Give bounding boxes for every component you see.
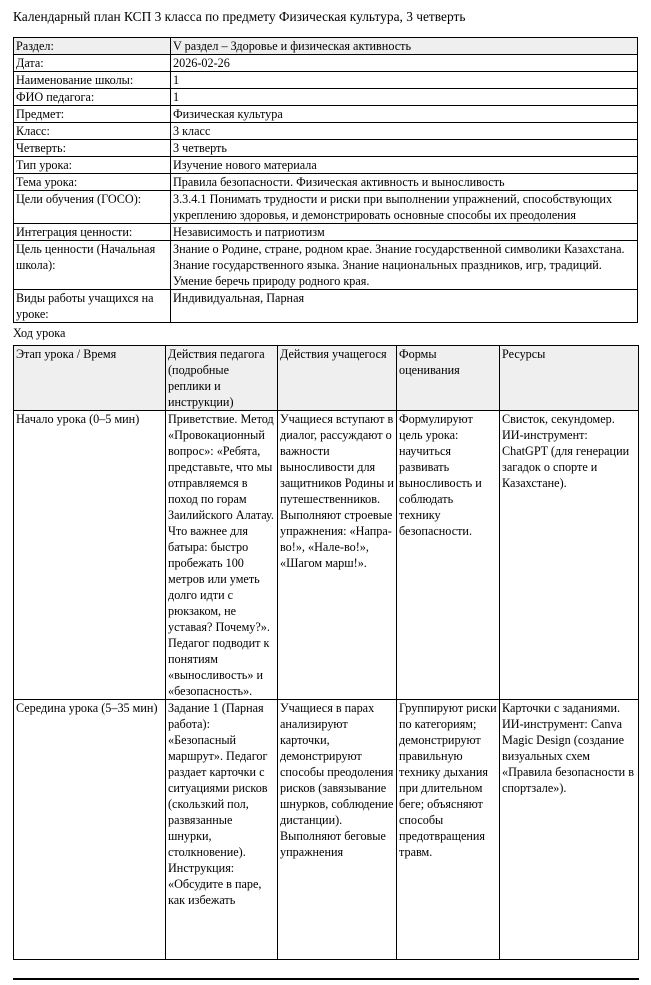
stage-cell: Начало урока (0–5 мин) [14, 411, 166, 700]
info-row [14, 72, 638, 89]
header-cell-assessment: Формы оценивания [397, 346, 500, 411]
header-cell-resources: Ресурсы [500, 346, 639, 411]
lesson-row [14, 700, 639, 960]
info-label: Тема урока: [14, 174, 171, 191]
info-row [14, 157, 638, 174]
info-row [14, 191, 638, 224]
lesson-row [14, 411, 639, 700]
header-cell-student-actions: Действия учащегося [278, 346, 397, 411]
info-row [14, 123, 638, 140]
assessment-cell: Группируют риски по категориям; демонстрируют правильную технику дыхания при длительном беге; объясняют способы предотвращения травм. [397, 700, 500, 960]
info-value: Знание о Родине, стране, родном крае. Знание государственной символики Казахстана. Знание государственного языка. Знание национальных праздников, игр, традиций. Умение беречь природу родного края. [171, 241, 638, 290]
info-value: Изучение нового материала [171, 157, 638, 174]
info-label: Цели обучения (ГОСО): [14, 191, 171, 224]
info-label: Интеграция ценности: [14, 224, 171, 241]
info-table [13, 37, 638, 323]
info-value: Физическая культура [171, 106, 638, 123]
info-row [14, 38, 638, 55]
info-label: Наименование школы: [14, 72, 171, 89]
info-value: 1 [171, 72, 638, 89]
info-value: 3.3.4.1 Понимать трудности и риски при выполнении упражнений, способствующих укреплению здоровья, и демонстрировать основные способы их преодоления [171, 191, 638, 224]
assessment-cell: Формулируют цель урока: научиться развивать выносливость и соблюдать технику безопасности. [397, 411, 500, 700]
info-label: Виды работы учащихся на уроке: [14, 290, 171, 323]
teacher-actions-cell: Приветствие. Метод «Провокационный вопрос»: «Ребята, представьте, что мы отправляемся в поход по горам Заилийского Алатау. Что важнее для батыра: быстро пробежать 100 метров или уметь долго идти с рюкзаком, не уставая? Почему?». Педагог подводит к понятиям «выносливость» и «безопасность». [166, 411, 278, 700]
info-row [14, 140, 638, 157]
stage-cell: Середина урока (5–35 мин) [14, 700, 166, 960]
info-label: Раздел: [14, 38, 171, 55]
info-row [14, 106, 638, 123]
info-row [14, 241, 638, 290]
section-heading: Ход урока [13, 326, 66, 340]
info-value: V раздел – Здоровье и физическая активность [171, 38, 638, 55]
info-value: Правила безопасности. Физическая активность и выносливость [171, 174, 638, 191]
info-label: Четверть: [14, 140, 171, 157]
info-value: 2026-02-26 [171, 55, 638, 72]
info-row [14, 55, 638, 72]
lesson-table [13, 345, 639, 960]
student-actions-cell: Учащиеся в парах анализируют карточки, демонстрируют способы преодоления рисков (завязывание шнурков, соблюдение дистанции). Выполняют беговые упражнения [278, 700, 397, 960]
teacher-actions-cell: Задание 1 (Парная работа): «Безопасный маршрут». Педагог раздает карточки с ситуациями рисков (скользкий пол, развязанные шнурки, столкновение). Инструкция: «Обсудите в паре, как избежать [166, 700, 278, 960]
header-cell-teacher-actions: Действия педагога (подробные реплики и инструкции) [166, 346, 278, 411]
resources-cell: Карточки с заданиями. ИИ-инструмент: Canva Magic Design (создание визуальных схем «Правила безопасности в спортзале»). [500, 700, 639, 960]
page-bottom-cover [0, 980, 651, 985]
resources-cell: Свисток, секундомер. ИИ-инструмент: ChatGPT (для генерации загадок о спорте и Казахстане). [500, 411, 639, 700]
info-label: Тип урока: [14, 157, 171, 174]
info-row [14, 174, 638, 191]
info-value: Независимость и патриотизм [171, 224, 638, 241]
info-row [14, 290, 638, 323]
info-row [14, 89, 638, 106]
info-value: 1 [171, 89, 638, 106]
info-label: Класс: [14, 123, 171, 140]
info-label: Предмет: [14, 106, 171, 123]
page-title: Календарный план КСП 3 класса по предмету Физическая культура, 3 четверть [13, 9, 466, 24]
info-label: ФИО педагога: [14, 89, 171, 106]
lesson-header-row [14, 346, 639, 411]
student-actions-cell: Учащиеся вступают в диалог, рассуждают о важности выносливости для защитников Родины и путешественников. Выполняют строевые упражнения: «Напра-во!», «Нале-во!», «Шагом марш!». [278, 411, 397, 700]
info-value: Индивидуальная, Парная [171, 290, 638, 323]
info-label: Дата: [14, 55, 171, 72]
info-label: Цель ценности (Начальная школа): [14, 241, 171, 290]
info-value: 3 четверть [171, 140, 638, 157]
header-cell-stage: Этап урока / Время [14, 346, 166, 411]
page-bottom-cut-line [13, 978, 639, 980]
info-row [14, 224, 638, 241]
info-value: 3 класс [171, 123, 638, 140]
